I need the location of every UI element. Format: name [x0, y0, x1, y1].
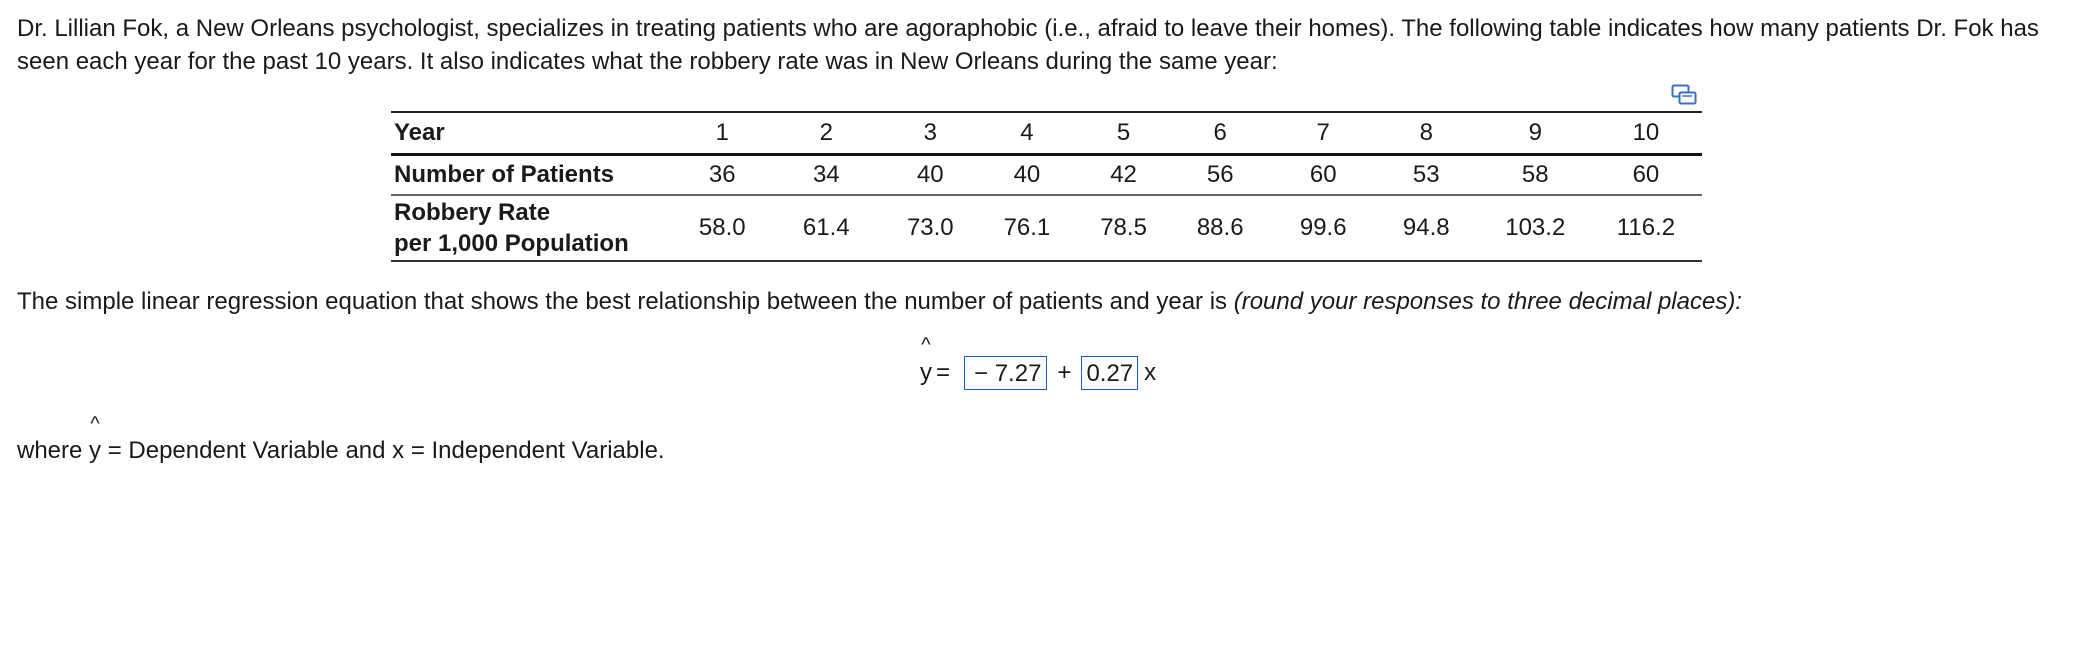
patients-cell: 60 — [1590, 155, 1702, 196]
patients-cell: 58 — [1481, 155, 1590, 196]
table-row-robbery-rate — [391, 195, 1702, 261]
problem-intro: Dr. Lillian Fok, a New Orleans psychologist, specializes in treating patients who are agoraphobic (i.e., afraid to leave their homes). The following table indicates how many patients Dr. Fok has seen each year for the past 10 years. It also indicates what the robbery rate was in New Orleans during the same year: — [17, 15, 2039, 75]
y-hat-symbol — [920, 334, 932, 391]
table-row-patients — [391, 155, 1702, 196]
robbery-cell: 73.0 — [888, 195, 972, 261]
patients-cell: 40 — [972, 155, 1081, 196]
robbery-cell: 78.5 — [1081, 195, 1165, 261]
question-text — [17, 285, 1742, 318]
year-cell: 3 — [888, 112, 972, 155]
row-label-year: Year — [391, 112, 680, 155]
patients-cell: 40 — [888, 155, 972, 196]
y-symbol: y — [920, 359, 932, 386]
x-symbol: x — [1144, 359, 1157, 386]
year-cell: 8 — [1372, 112, 1481, 155]
robbery-cell: 99.6 — [1275, 195, 1372, 261]
where-suffix: = Dependent Variable and x = Independent Variable. — [101, 437, 665, 464]
robbery-cell: 76.1 — [972, 195, 1081, 261]
patients-cell: 56 — [1166, 155, 1275, 196]
question-body: The simple linear regression equation that shows the best relationship between the number of patients and year is — [17, 288, 1234, 315]
year-cell: 1 — [680, 112, 764, 155]
plus-sign: + — [1057, 359, 1072, 386]
robbery-cell: 116.2 — [1590, 195, 1702, 261]
patients-cell: 60 — [1275, 155, 1372, 196]
row-label-patients: Number of Patients — [391, 155, 680, 196]
intercept-answer-field[interactable]: − 7.27 — [964, 356, 1047, 390]
hat-mark: ^ — [90, 413, 100, 435]
row-label-robbery-line1: Robbery Rate — [394, 199, 551, 226]
where-prefix: where — [17, 437, 90, 464]
robbery-cell: 103.2 — [1481, 195, 1590, 261]
row-label-robbery-line2: per 1,000 Population — [394, 230, 629, 257]
data-table — [391, 111, 1702, 262]
variable-definition — [17, 413, 665, 467]
year-cell: 2 — [764, 112, 888, 155]
year-cell: 4 — [972, 112, 1081, 155]
table-row-year — [391, 112, 1702, 155]
patients-cell: 36 — [680, 155, 764, 196]
year-cell: 7 — [1275, 112, 1372, 155]
slope-answer-field[interactable]: 0.27 — [1081, 356, 1138, 390]
robbery-cell: 94.8 — [1372, 195, 1481, 261]
year-cell: 5 — [1081, 112, 1165, 155]
robbery-cell: 61.4 — [764, 195, 888, 261]
copy-table-icon[interactable] — [1671, 84, 1697, 106]
robbery-cell: 88.6 — [1166, 195, 1275, 261]
patients-cell: 42 — [1081, 155, 1165, 196]
year-cell: 6 — [1166, 112, 1275, 155]
equals-sign: = — [936, 359, 951, 386]
patients-cell: 53 — [1372, 155, 1481, 196]
y-hat-symbol — [89, 413, 102, 467]
y-symbol: y — [89, 437, 102, 464]
rounding-instruction: (round your responses to three decimal places): — [1233, 288, 1742, 315]
patients-cell: 34 — [764, 155, 888, 196]
year-cell: 10 — [1590, 112, 1702, 155]
year-cell: 9 — [1481, 112, 1590, 155]
copy-icon-graphic — [1671, 84, 1697, 106]
hat-mark: ^ — [921, 334, 931, 356]
regression-equation — [920, 334, 1157, 391]
row-label-robbery-rate — [391, 195, 680, 261]
robbery-cell: 58.0 — [680, 195, 764, 261]
